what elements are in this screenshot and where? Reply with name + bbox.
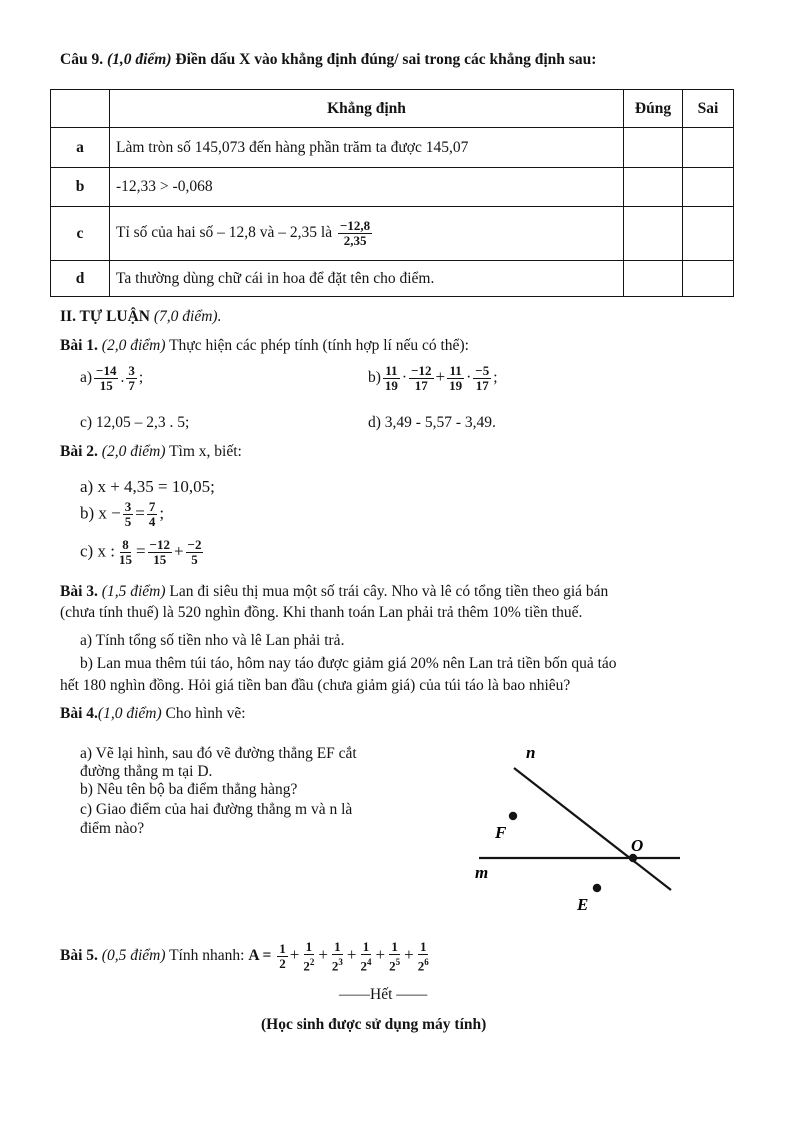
plus-sign: + [318,945,328,965]
plus-sign: + [289,945,300,965]
point-E [593,884,601,892]
bai2-heading: Bài 2. (2,0 điểm) Tìm x, biết: [60,443,242,460]
bai2-c: c) x : $\frac{8}{15}$ = $\frac{-12}{15}$ + $\frac{-2}{5}$ [80,537,202,567]
bai1-a: a) $\frac{-14}{15}$ . $\frac{3}{7}$ ; [80,363,144,393]
bai4-c1: c) Giao điểm của hai đường thẳng m và n là [80,801,353,818]
plus-sign: + [404,945,414,965]
bai3-line1: Bài 3. (1,5 điểm) Lan đi siêu thị mua một số trái cây. Nho và lê có tổng tiền theo giá bán [60,583,609,600]
bai2-a: a) x + 4,35 = 10,05; [80,477,215,496]
bai1-c: c) 12,05 – 2,3 . 5; [80,414,190,431]
bai2-b: b) x − $\frac{3}{5}$ = $\frac{7}{4}$ ; [80,499,165,529]
header-true: Đúng [624,90,683,128]
bai1-d: d) 3,49 - 5,57 - 3,49. [368,414,496,431]
row-id: b [51,168,110,207]
bai1-heading: Bài 1. (2,0 điểm) Thực hiện các phép tính (tính hợp lí nếu có thể): [60,337,469,354]
bai4-a1: a) Vẽ lại hình, sau đó vẽ đường thẳng EF cắt [80,745,357,762]
row-statement-text: Tỉ số của hai số – 12,8 và – 2,35 là [116,224,333,242]
row-id: c [51,207,110,261]
label-m: m [475,863,489,882]
bai4-b: b) Nêu tên bộ ba điểm thẳng hàng? [80,781,298,798]
point-F [509,812,517,820]
header-statement: Khẳng định [110,90,624,128]
plus-sign: + [346,945,357,965]
q9-text: Điền dấu X vào khẳng định đúng/ sai trong các khẳng định sau: [175,51,597,68]
bai3-b2: hết 180 nghìn đồng. Hỏi giá tiền ban đầu (chưa giảm giá) của túi táo là bao nhiêu? [60,677,571,694]
plus-sign: + [375,945,386,965]
bai3-line2: (chưa tính thuế) là 520 nghìn đồng. Khi thanh toán Lan phải trả thêm 10% tiền thuế. [60,604,583,621]
row-statement: Ta thường dùng chữ cái in hoa để đặt tên cho điểm. [110,261,624,297]
label-n: n [526,743,536,762]
bai3-b1: b) Lan mua thêm túi táo, hôm nay táo được giảm giá 20% nên Lan trả tiền bốn quả táo [80,655,617,672]
header-false: Sai [683,90,734,128]
row-statement: -12,33 > -0,068 [110,168,624,207]
end-mark: ——Hết —— [339,986,428,1003]
calculator-note: (Học sinh được sử dụng máy tính) [261,1016,487,1033]
row-statement: Làm tròn số 145,073 đến hàng phần trăm ta được 145,07 [110,128,624,168]
label-F: F [495,823,507,842]
label-O: O [631,836,644,855]
label-E: E [577,895,589,914]
series-term: $\frac{1}{2^2}$ [303,939,315,974]
bai1-b: b) $\frac{11}{19}$ · $\frac{-12}{17}$ + $\frac{11}{19}$ · $\frac{-5}{17}$ ; [368,363,498,393]
ratio-fraction: $\frac{-12,8}{2,35}$ [339,218,371,248]
bai4-a2: đường thẳng m tại D. [80,763,213,780]
series-term: $\frac{1}{2}$ [279,941,286,972]
q9-label: Câu 9. [60,51,104,68]
bai3-a: a) Tính tổng số tiền nho và lê Lan phải trả. [80,632,345,649]
bai5: Bài 5. (0,5 điểm) Tính nhanh: A = $\frac{1}{2}$ + $\frac{1}{2^2}$ + $\frac{1}{2^3}$ + $\frac{1}{2^4}$ + $\frac{1}{2^5}$ + $\frac{1}{2^6}$ [60,940,433,973]
line-n [514,768,671,890]
series-term: $\frac{1}{2^3}$ [331,939,343,974]
series-term: $\frac{1}{2^6}$ [417,939,429,974]
bai4-heading: Bài 4.(1,0 điểm) Cho hình vẽ: [60,705,246,722]
series-term: $\frac{1}{2^5}$ [389,939,401,974]
row-id: d [51,261,110,297]
row-id: a [51,128,110,168]
point-O [629,854,637,862]
series-terms [275,939,432,974]
section-title: II. TỰ LUẬN (7,0 điểm). [60,308,222,325]
series-term: $\frac{1}{2^4}$ [360,939,372,974]
bai4-c2: điểm nào? [80,820,145,837]
q9-points: (1,0 điểm) [106,51,172,68]
